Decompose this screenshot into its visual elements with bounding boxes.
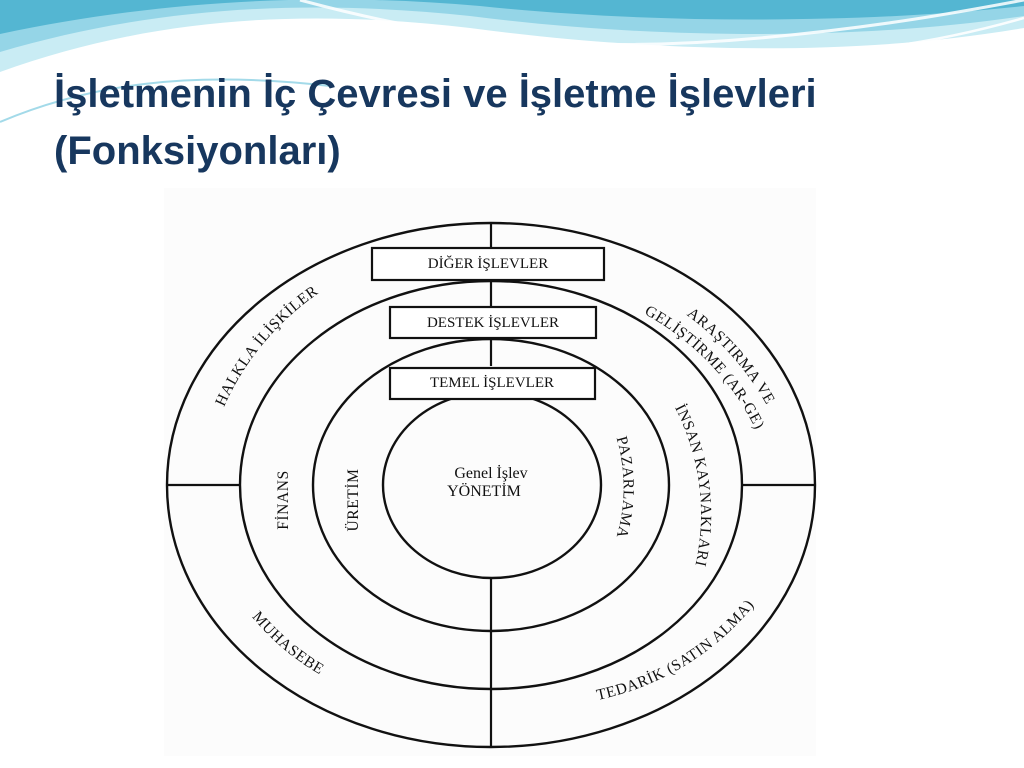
label-halkla-iliskiler-path: HALKLA İLİŞKİLER <box>212 282 322 409</box>
center-label-yonetim: YÖNETİM <box>447 483 521 500</box>
label-pazarlama <box>613 434 637 540</box>
slide-title-line-1: İşletmenin İç Çevresi ve İşletme İşlevleri <box>54 72 817 116</box>
slide-title-line-2: (Fonksiyonları) <box>54 129 341 173</box>
label-finans: FİNANS <box>275 470 292 530</box>
label-pazarlama-path: PAZARLAMA <box>612 434 637 541</box>
center-label-genel-islev: Genel İşlev <box>454 465 528 482</box>
label-gelistirme-arge-path: GELİŞTİRME (AR-GE) <box>641 302 768 433</box>
diger-islevler-label: DİĞER İŞLEVLER <box>427 256 549 272</box>
label-insan-kaynaklari-path: İNSAN KAYNAKLARI <box>671 401 715 569</box>
destek-islevler-label: DESTEK İŞLEVLER <box>426 315 560 331</box>
label-muhasebe-path: MUHASEBE <box>248 608 327 679</box>
destek-islevler-box <box>390 307 596 338</box>
temel-islevler-box <box>390 368 595 399</box>
label-halkla-iliskiler <box>212 282 321 408</box>
label-insan-kaynaklari <box>671 402 714 569</box>
label-tedarik-satin-alma <box>595 596 758 703</box>
label-arastirma-ve-path: ARAŞTIRMA VE <box>683 304 779 408</box>
label-tedarik-satin-alma-path: TEDARİK (SATIN ALMA) <box>594 596 758 704</box>
temel-islevler-label: TEMEL İŞLEVLER <box>429 375 555 391</box>
label-uretim: ÜRETİM <box>345 468 362 532</box>
diger-islevler-box <box>372 248 604 280</box>
